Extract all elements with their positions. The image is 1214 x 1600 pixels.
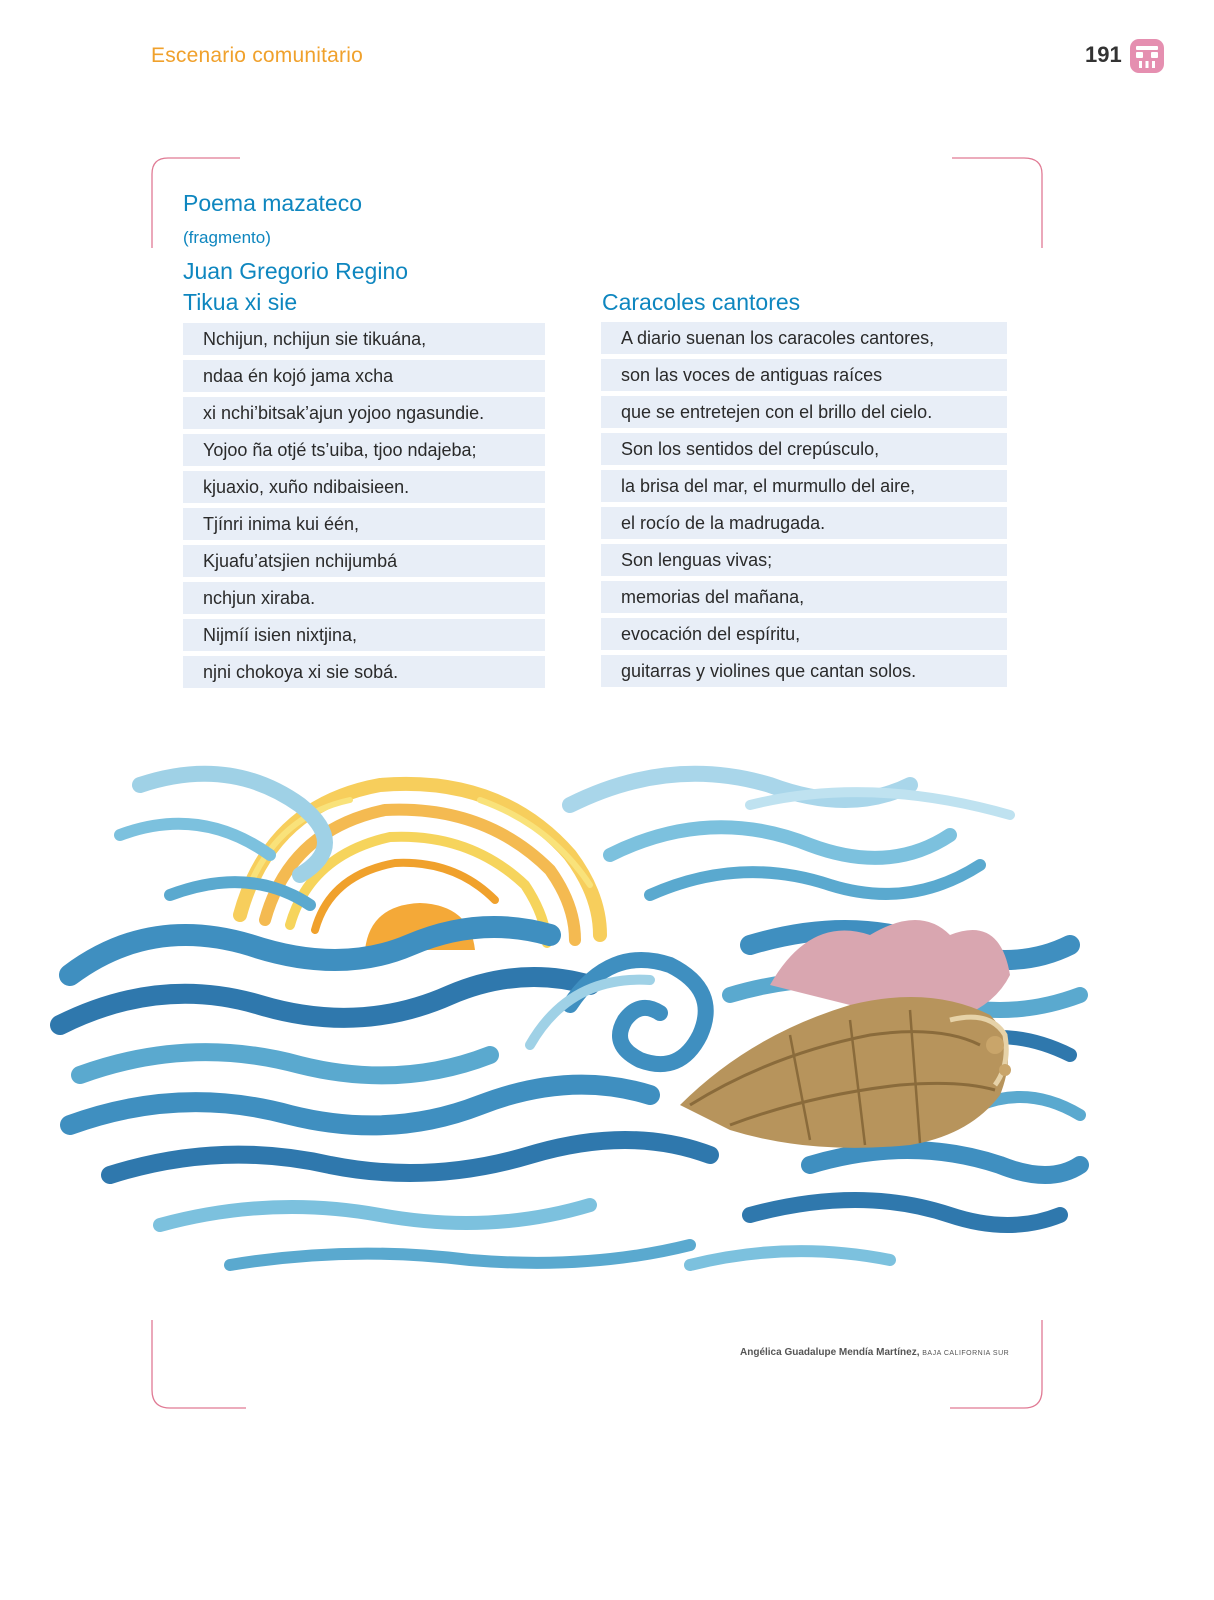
verse-line: nchjun xiraba. [183,582,545,614]
verse-line: ndaa én kojó jama xcha [183,360,545,392]
verse-line: Son los sentidos del crepúsculo, [601,433,1007,465]
illustration-credit [740,1347,1009,1358]
poem-subtitle: (fragmento) [183,228,271,247]
poem-author: Juan Gregorio Regino [183,258,409,284]
verse-line: Son lenguas vivas; [601,544,1007,576]
verse-line: njni chokoya xi sie sobá. [183,656,545,688]
verse-line: el rocío de la madrugada. [601,507,1007,539]
conch-shell-icon [680,920,1011,1148]
poem-heading-spanish: Caracoles cantores [602,289,801,315]
glyph-badge-icon [1129,38,1165,74]
page-number: 191 [1085,42,1122,67]
verse-line: A diario suenan los caracoles cantores, [601,322,1007,354]
verse-line: Nijmíí isien nixtjina, [183,619,545,651]
verse-line: evocación del espíritu, [601,618,1007,650]
verse-line: Yojoo ña otjé ts’uiba, tjoo ndajeba; [183,434,545,466]
verse-line: la brisa del mar, el murmullo del aire, [601,470,1007,502]
credit-name: Angélica Guadalupe Mendía Martínez, [740,1347,920,1358]
verse-line: Nchijun, nchijun sie tikuána, [183,323,545,355]
frame-corner-bottom-right [948,1318,1046,1412]
verse-line: Tjínri inima kui één, [183,508,545,540]
credit-region: BAJA CALIFORNIA SUR [922,1350,1010,1357]
poem-title: Poema mazateco [183,190,362,216]
poem-heading-mazateco: Tikua xi sie [183,289,298,315]
sea-sun-conch-illustration [50,745,1090,1305]
verse-line: guitarras y violines que cantan solos. [601,655,1007,687]
verse-list-mazateco [183,323,545,693]
verse-line: memorias del mañana, [601,581,1007,613]
verse-line: xi nchi’bitsak’ajun yojoo ngasundie. [183,397,545,429]
verse-line: Kjuafu’atsjien nchijumbá [183,545,545,577]
verse-line: kjuaxio, xuño ndibaisieen. [183,471,545,503]
verse-line: son las voces de antiguas raíces [601,359,1007,391]
section-header: Escenario comunitario [151,44,363,67]
frame-corner-bottom-left [148,1318,248,1412]
verse-list-spanish [601,322,1007,692]
frame-corner-top-right [950,156,1046,250]
verse-line: que se entretejen con el brillo del cielo. [601,396,1007,428]
